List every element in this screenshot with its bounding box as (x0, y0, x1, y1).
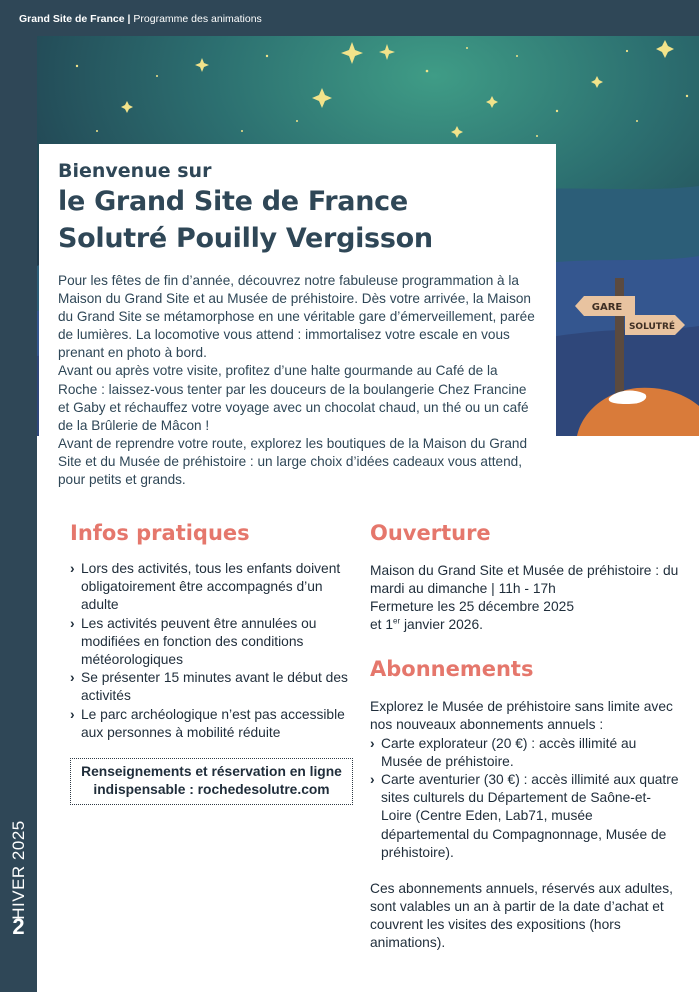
list-item: › Les activités peuvent être annulées ou modifiées en fonction des conditions météorologiques (70, 615, 360, 670)
top-header-bar (0, 0, 699, 36)
list-item: › Le parc archéologique n’est pas accessible aux personnes à mobilité réduite (70, 706, 360, 742)
abonnements-intro: Explorez le Musée de préhistoire sans limite avec nos nouveaux abonnements annuels : (370, 699, 673, 733)
list-item: › Carte explorateur (20 €) : accès illimité au Musée de préhistoire. (370, 735, 680, 771)
intro-body (58, 272, 537, 489)
ouverture-line-2: Fermeture les 25 décembre 2025 (370, 599, 574, 615)
intro-card (39, 144, 556, 506)
ouverture-text (370, 562, 680, 634)
list-item: › Carte aventurier (30 €) : accès illimité aux quatre sites culturels du Département de Saône-et-Loire (Centre Eden, Lab71, musée départemental du Compagnonnage, Musée de préhistoire). (370, 771, 680, 862)
sign-gare-label: GARE (591, 302, 623, 313)
infos-list (70, 560, 360, 742)
intro-pretitle: Bienvenue sur (58, 160, 212, 182)
header-brand: Grand Site de France (19, 13, 125, 25)
sign-solutre-label: SOLUTRÉ (628, 322, 676, 332)
list-item: › Lors des activités, tous les enfants doivent obligatoirement être accompagnés d’un adulte (70, 560, 360, 615)
notice-line-1: Renseignements et réservation en ligne (81, 764, 342, 780)
page-number: 2 (12, 914, 25, 939)
ouverture-line-3-suffix: janvier 2026. (400, 617, 483, 633)
title-line-2: Solutré Pouilly Vergisson (58, 223, 433, 254)
page-title (58, 183, 537, 257)
abonnements-heading: Abonnements (370, 657, 534, 682)
signpost-pole (615, 278, 624, 396)
sign-solutre (625, 315, 685, 335)
season-label: HIVER 2025 (9, 820, 28, 920)
abonnements-section (370, 654, 680, 952)
ouverture-line-1: Maison du Grand Site et Musée de préhistoire : du mardi au dimanche | 11h - 17h (370, 563, 679, 597)
ouverture-heading: Ouverture (370, 521, 491, 545)
abonnements-note: Ces abonnements annuels, réservés aux adultes, sont valables un an à partir de la date d’achat et couvrent les visites des expositions (hors animations). (370, 880, 673, 951)
intro-paragraph: Avant ou après votre visite, profitez d’une halte gourmande au Café de la Roche : laissez-vous tenter par les douceurs de la boulangerie Chez Francine et Gaby et réchauffez votre voyage avec un chocolat chaud, un thé ou un café de la Brûlerie de Mâcon ! (58, 363, 529, 433)
list-item: › Se présenter 15 minutes avant le début des activités (70, 669, 360, 705)
header-separator: | (127, 13, 131, 25)
ouverture-line-3-prefix: et 1 (370, 617, 394, 633)
intro-paragraph: Pour les fêtes de fin d’année, découvrez notre fabuleuse programmation à la Maison du Grand Site et au Musée de préhistoire. Dès votre arrivée, la Maison du Grand Site se métamorphose en une véritable gare d’émerveillement, parée de lumières. La locomotive vous attend : immortalisez votre escale en vous prenant en photo à bord. (58, 273, 535, 361)
sign-gare (575, 296, 635, 316)
right-column (370, 518, 680, 952)
notice-line-2[interactable]: indispensable : rochedesolutre.com (93, 782, 330, 798)
ouverture-line-3-sup: er (393, 616, 401, 626)
reservation-notice (70, 758, 353, 805)
abonnements-list (370, 735, 680, 862)
header-breadcrumb (19, 13, 262, 25)
header-section: Programme des animations (133, 13, 262, 25)
infos-heading: Infos pratiques (70, 521, 250, 545)
infos-pratiques-section (70, 518, 360, 805)
title-line-1: le Grand Site de France (58, 186, 408, 217)
intro-paragraph: Avant de reprendre votre route, explorez les boutiques de la Maison du Grand Site et du Musée de préhistoire : un large choix d’idées cadeaux vous attend, pour petits et grands. (58, 435, 528, 488)
ouverture-section (370, 518, 680, 634)
